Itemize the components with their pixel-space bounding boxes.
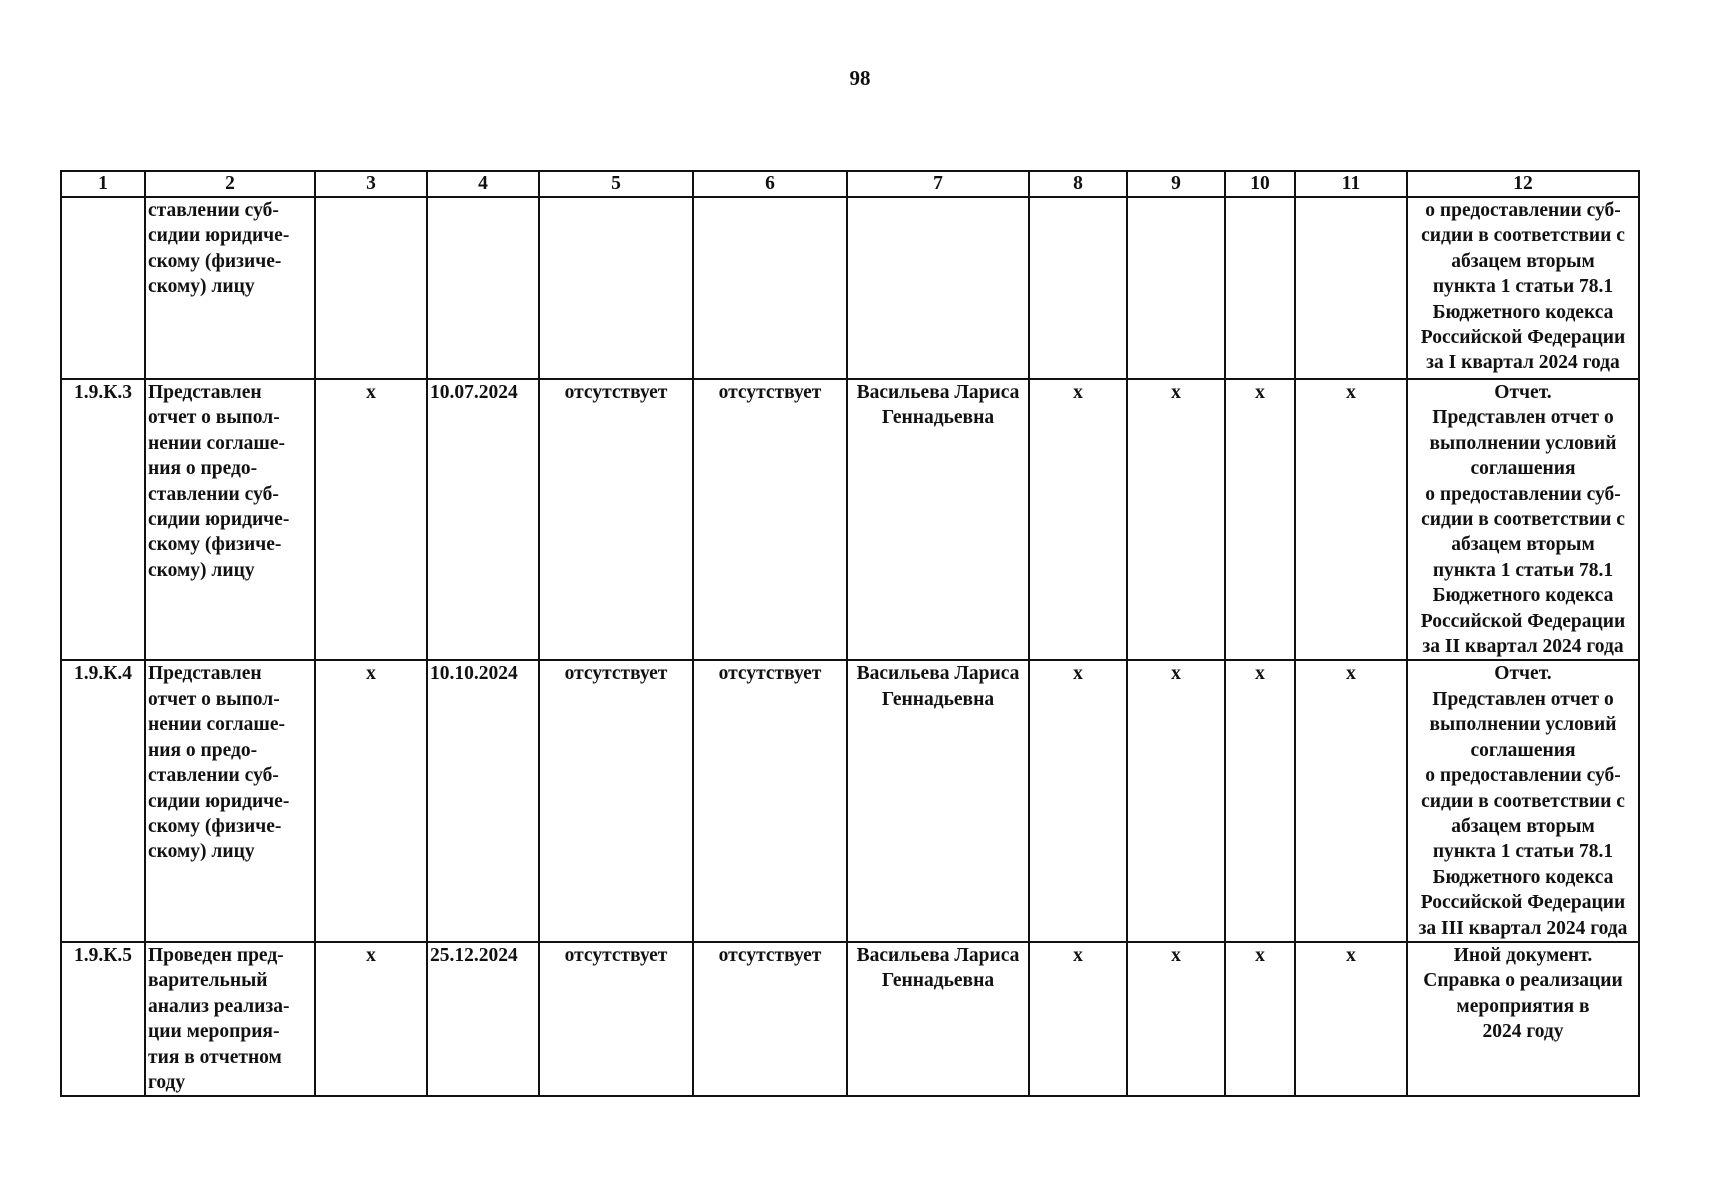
cell-description-text: Проведен пред- варительный анализ реализа- ции мероприя- тия в отчетном году	[148, 944, 290, 1093]
table-row	[61, 197, 1639, 379]
cell-date: 10.10.2024	[427, 660, 539, 941]
cell-document-text: Отчет. Представлен отчет о выполнении условий соглашения о предоставлении суб- сидии в соответствии с абзацем вторым пункта 1 статьи 78.1 Бюджетного кодекса Российской Федерации за II квартал 2024 года	[1420, 382, 1626, 658]
cell-col9: х	[1127, 942, 1225, 1096]
cell-description	[145, 942, 315, 1096]
cell-col10: х	[1225, 942, 1295, 1096]
cell-col5: отсутствует	[539, 660, 693, 941]
cell-description-text: Представлен отчет о выпол- нении соглаше- ния о предо- ставлении суб- сидии юридиче- скому (физиче- скому) лицу	[148, 382, 290, 581]
column-header: 2	[145, 171, 315, 197]
cell-document-text: Отчет. Представлен отчет о выполнении условий соглашения о предоставлении суб- сидии в соответствии с абзацем вторым пункта 1 статьи 78.1 Бюджетного кодекса Российской Федерации за III квартал 2024 года	[1418, 663, 1628, 939]
cell-description	[145, 197, 315, 379]
cell-responsible-text: Васильева Лариса Геннадьевна	[856, 663, 1020, 710]
cell-document	[1407, 942, 1639, 1096]
cell-document-text: Иной документ. Справка о реализации мероприятия в 2024 году	[1423, 944, 1623, 1043]
column-header: 7	[847, 171, 1029, 197]
cell-document	[1407, 660, 1639, 941]
cell-col3	[315, 197, 427, 379]
cell-col10: х	[1225, 660, 1295, 941]
table-row	[61, 379, 1639, 660]
cell-responsible-text: Васильева Лариса Геннадьевна	[856, 382, 1020, 429]
cell-responsible	[847, 197, 1029, 379]
cell-col9: х	[1127, 660, 1225, 941]
cell-description-text: ставлении суб- сидии юридиче- скому (физиче- скому) лицу	[148, 200, 290, 298]
cell-col5: отсутствует	[539, 379, 693, 660]
cell-col3: х	[315, 660, 427, 941]
column-header: 8	[1029, 171, 1127, 197]
cell-col10: х	[1225, 379, 1295, 660]
column-header: 9	[1127, 171, 1225, 197]
cell-code: 1.9.К.4	[61, 660, 145, 941]
cell-col3: х	[315, 379, 427, 660]
cell-date: 10.07.2024	[427, 379, 539, 660]
table-row	[61, 660, 1639, 941]
cell-document	[1407, 379, 1639, 660]
cell-responsible	[847, 942, 1029, 1096]
cell-description	[145, 660, 315, 941]
cell-col6: отсутствует	[693, 660, 847, 941]
cell-col5	[539, 197, 693, 379]
cell-col10	[1225, 197, 1295, 379]
cell-col8: х	[1029, 660, 1127, 941]
cell-col5: отсутствует	[539, 942, 693, 1096]
cell-document	[1407, 197, 1639, 379]
column-header: 5	[539, 171, 693, 197]
report-table	[60, 170, 1640, 1097]
cell-responsible	[847, 660, 1029, 941]
cell-col3: х	[315, 942, 427, 1096]
cell-col6: отсутствует	[693, 379, 847, 660]
table-row	[61, 942, 1639, 1096]
cell-col11: х	[1295, 942, 1407, 1096]
column-header: 6	[693, 171, 847, 197]
cell-col6	[693, 197, 847, 379]
column-header: 12	[1407, 171, 1639, 197]
cell-col9: х	[1127, 379, 1225, 660]
cell-col8: х	[1029, 942, 1127, 1096]
cell-document-text: о предоставлении суб- сидии в соответствии с абзацем вторым пункта 1 статьи 78.1 Бюджетного кодекса Российской Федерации за I квартал 2024 года	[1420, 200, 1626, 374]
cell-description	[145, 379, 315, 660]
cell-col9	[1127, 197, 1225, 379]
cell-date: 25.12.2024	[427, 942, 539, 1096]
cell-date	[427, 197, 539, 379]
cell-col6: отсутствует	[693, 942, 847, 1096]
cell-code	[61, 197, 145, 379]
cell-code: 1.9.К.3	[61, 379, 145, 660]
column-header: 10	[1225, 171, 1295, 197]
cell-responsible	[847, 379, 1029, 660]
column-header: 11	[1295, 171, 1407, 197]
cell-col11: х	[1295, 379, 1407, 660]
page-number: 98	[849, 66, 871, 90]
table-header-row	[61, 171, 1639, 197]
cell-col11: х	[1295, 660, 1407, 941]
cell-responsible-text: Васильева Лариса Геннадьевна	[856, 944, 1020, 992]
column-header: 3	[315, 171, 427, 197]
cell-description-text: Представлен отчет о выпол- нении соглаше- ния о предо- ставлении суб- сидии юридиче- скому (физиче- скому) лицу	[148, 663, 290, 863]
cell-code: 1.9.К.5	[61, 942, 145, 1096]
column-header: 1	[61, 171, 145, 197]
cell-col8: х	[1029, 379, 1127, 660]
cell-col11	[1295, 197, 1407, 379]
column-header: 4	[427, 171, 539, 197]
cell-col8	[1029, 197, 1127, 379]
